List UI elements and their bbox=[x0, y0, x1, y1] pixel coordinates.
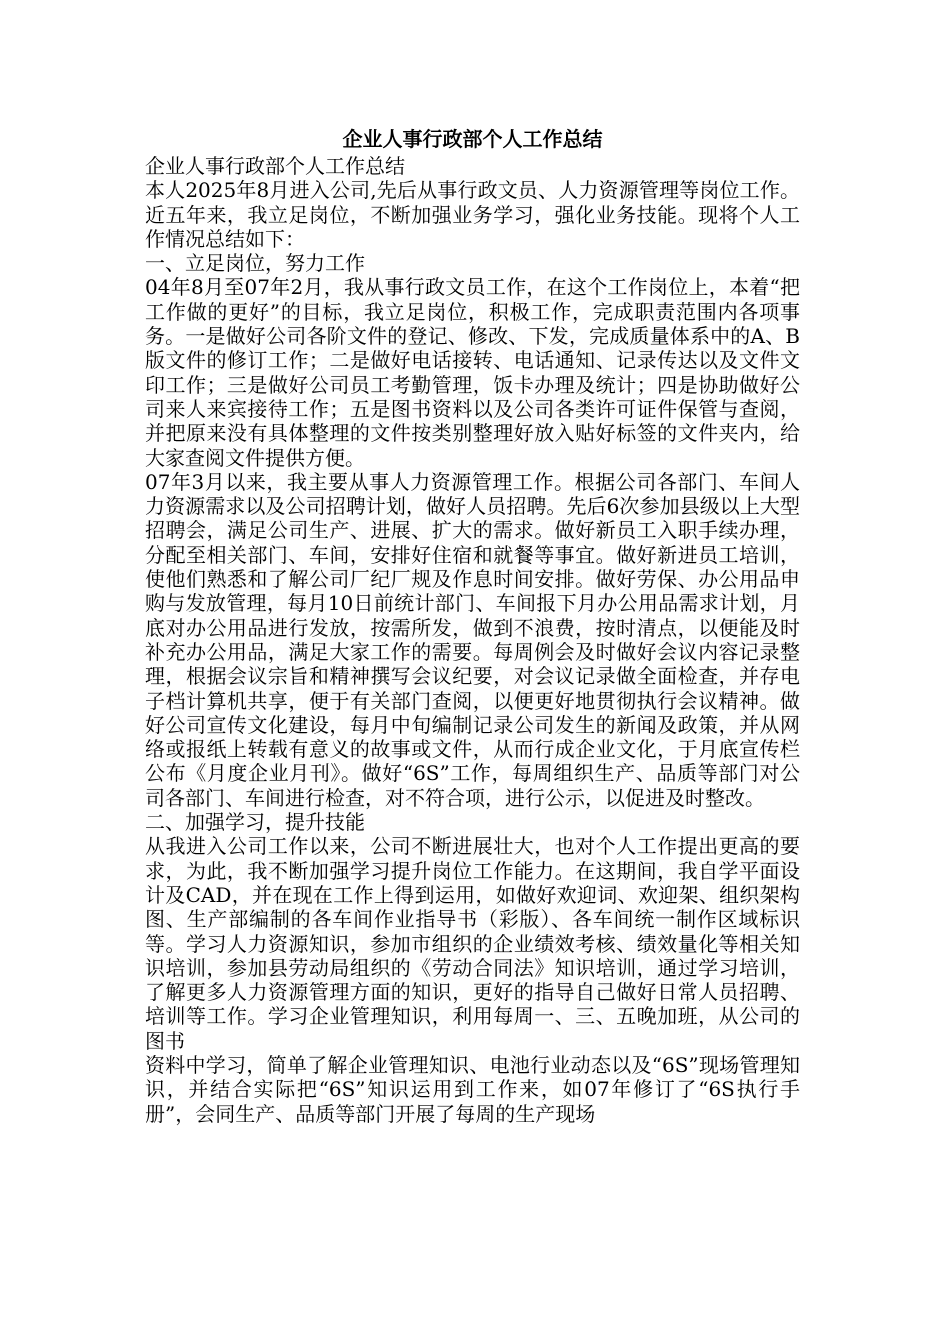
document-title: 企业人事行政部个人工作总结 bbox=[342, 127, 603, 151]
paragraph-intro: 本人2025年8月进入公司,先后从事行政文员、人力资源管理等岗位工作。近五年来，我立足岗位，不断加强业务学习，强化业务技能。现将个人工作情况总结如下： bbox=[145, 178, 800, 251]
paragraph-learning-continued: 资料中学习，简单了解企业管理知识、电池行业动态以及“6S”现场管理知识，并结合实际把“6S”知识运用到工作来，如07年修订了“6S执行手册”，会同生产、品质等部门开展了每周的生产现场 bbox=[145, 1052, 800, 1126]
section-heading-1: 一、立足岗位，努力工作 bbox=[145, 251, 365, 276]
paragraph-admin-work: 04年8月至07年2月，我从事行政文员工作，在这个工作岗位上，本着“把工作做的更好”的目标，我立足岗位，积极工作，完成职责范围内各项事务。一是做好公司各阶文件的登记、修改、下发，完成质量体系中的A、B版文件的修订工作；二是做好电话接转、电话通知、记录传达以及文件文印工作；三是做好公司员工考勤管理，饭卡办理及统计；四是协助做好公司来人来宾接待工作；五是图书资料以及公司各类许可证件保管与查阅，并把原来没有具体整理的文件按类别整理好放入贴好标签的文件夹内，给大家查阅文件提供方便。 bbox=[145, 275, 800, 470]
paragraph-hr-work: 07年3月以来，我主要从事人力资源管理工作。根据公司各部门、车间人力资源需求以及公司招聘计划，做好人员招聘。先后6次参加县级以上大型招聘会，满足公司生产、进展、扩大的需求。做好新员工入职手续办理，分配至相关部门、车间，安排好住宿和就餐等事宜。做好新进员工培训，使他们熟悉和了解公司厂纪厂规及作息时间安排。做好劳保、办公用品申购与发放管理，每月10日前统计部门、车间报下月办公用品需求计划，月底对办公用品进行发放，按需所发，做到不浪费，按时清点，以便能及时补充办公用品，满足大家工作的需要。每周例会及时做好会议内容记录整理，根据会议宗旨和精神撰写会议纪要，对会议记录做全面检查，并存电子档计算机共享，便于有关部门查阅，以便更好地贯彻执行会议精神。做好公司宣传文化建设，每月中旬编制记录公司发生的新闻及政策，并从网络或报纸上转载有意义的故事或文件，从而行成企业文化，于月底宣传栏公布《月度企业月刊》。做好“6S”工作，每周组织生产、品质等部门对公司各部门、车间进行检查，对不符合项，进行公示，以促进及时整改。 bbox=[145, 469, 800, 810]
document-page bbox=[145, 124, 800, 1126]
section-heading-2: 二、加强学习，提升技能 bbox=[145, 810, 365, 835]
paragraph-learning: 从我进入公司工作以来，公司不断进展壮大，也对个人工作提出更高的要求，为此，我不断加强学习提升岗位工作能力。在这期间，我自学平面设计及CAD，并在现在工作上得到运用，如做好欢迎词、欢迎架、组织架构图、生产部编制的各车间作业指导书（彩版）、各车间统一制作区域标识等。学习人力资源知识，参加市组织的企业绩效考核、绩效量化等相关知识培训，参加县劳动局组织的《劳动合同法》知识培训，通过学习培训，了解更多人力资源管理方面的知识，更好的指导自己做好日常人员招聘、培训等工作。学习企业管理知识，利用每周一、三、五晚加班，从公司的图书 bbox=[145, 834, 800, 1053]
paragraph-subtitle: 企业人事行政部个人工作总结 bbox=[145, 154, 405, 178]
